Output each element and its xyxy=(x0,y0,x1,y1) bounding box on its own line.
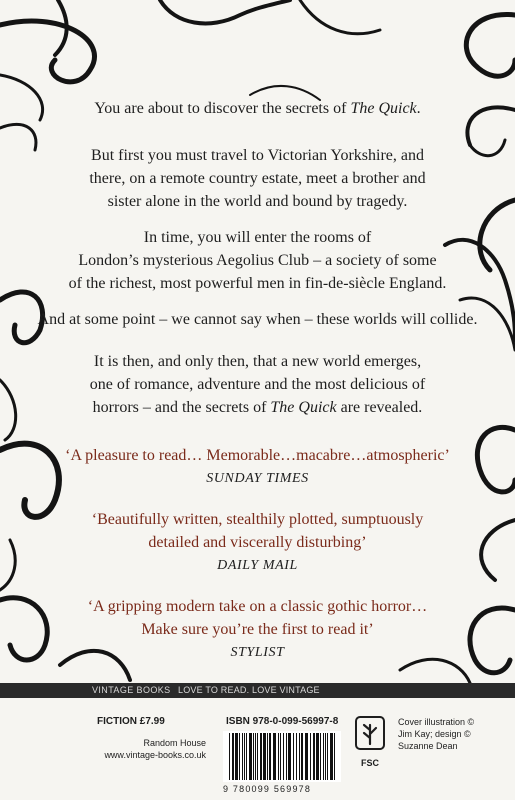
fsc-tree-icon xyxy=(355,716,385,760)
credit-line: Suzanne Dean xyxy=(398,741,458,751)
quote-text: ‘Beautifully written, stealthily plotted, sumptuously xyxy=(91,511,424,528)
blurb-paragraph-3 xyxy=(0,226,515,295)
barcode-bar xyxy=(257,733,258,780)
barcode-bar xyxy=(288,733,291,780)
barcode-bar xyxy=(323,733,324,780)
barcode-bar xyxy=(293,733,294,780)
fsc-label: FSC xyxy=(361,758,379,768)
barcode-digits: 9 780099 569978 xyxy=(223,784,312,794)
barcode-bar xyxy=(280,733,281,780)
barcode-bar xyxy=(310,733,311,780)
barcode-bar xyxy=(301,733,303,780)
barcode-bar xyxy=(255,733,256,780)
quote-source: STYLIST xyxy=(230,645,285,660)
credit-line: Jim Kay; design © xyxy=(398,729,471,739)
quote-text: ‘A pleasure to read… Memorable…macabre…atmospheric’ xyxy=(65,447,450,464)
review-quote-1 xyxy=(0,444,515,490)
blurb-paragraph-5 xyxy=(0,350,515,419)
barcode-bar xyxy=(249,733,252,780)
blurb-line: But first you must travel to Victorian Yorkshire, and xyxy=(91,147,424,164)
swirl-top-center xyxy=(160,0,380,100)
blurb-line: It is then, and only then, that a new world emerges, xyxy=(93,353,422,370)
book-title: The Quick xyxy=(270,399,337,416)
review-quote-3 xyxy=(0,595,515,664)
blurb-line: sister alone in the world and bound by tragedy. xyxy=(107,193,408,210)
barcode-icon xyxy=(223,731,341,782)
blurb-paragraph-2 xyxy=(0,144,515,213)
quote-text: ‘A gripping modern take on a classic gothic horror… xyxy=(87,598,428,615)
barcode-bar xyxy=(260,733,262,780)
blurb-line: one of romance, adventure and the most delicious of xyxy=(89,376,426,393)
barcode-bar xyxy=(316,733,319,780)
blurb-line xyxy=(0,396,515,419)
quote-text: detailed and viscerally disturbing’ xyxy=(148,534,367,551)
blurb-line: And at some point – we cannot say when – these worlds will collide. xyxy=(37,311,478,328)
blurb-paragraph-1 xyxy=(0,97,515,120)
text-span: are revealed. xyxy=(336,399,423,416)
barcode-bar xyxy=(320,733,321,780)
barcode-bar xyxy=(253,733,254,780)
barcode-bar xyxy=(334,733,335,780)
barcode-bar xyxy=(273,733,276,780)
quote-source: SUNDAY TIMES xyxy=(206,471,309,486)
blurb-line: London’s mysterious Aegolius Club – a society of some xyxy=(78,252,437,269)
barcode-bar xyxy=(269,733,271,780)
publisher-name: Random House xyxy=(143,738,206,748)
barcode-bar xyxy=(244,733,245,780)
quote-source: DAILY MAIL xyxy=(217,558,298,573)
barcode-bar xyxy=(286,733,287,780)
swirl-top-right xyxy=(466,15,515,156)
blurb-line: of the richest, most powerful men in fin-de-siècle England. xyxy=(68,275,447,292)
barcode-bar xyxy=(235,733,238,780)
barcode-bar xyxy=(246,733,247,780)
price-label: FICTION £7.99 xyxy=(97,716,165,727)
text-span: . xyxy=(416,100,421,117)
publisher-url: www.vintage-books.co.uk xyxy=(104,750,206,760)
barcode-bar xyxy=(296,733,297,780)
publisher-address xyxy=(78,737,206,761)
cover-credits xyxy=(398,716,474,752)
barcode-bar xyxy=(325,733,326,780)
review-quote-2 xyxy=(0,508,515,577)
blurb-paragraph-4 xyxy=(0,308,515,331)
barcode-bar xyxy=(267,733,268,780)
text-span: You are about to discover the secrets of xyxy=(94,100,351,117)
barcode-bar xyxy=(239,733,240,780)
barcode-bar xyxy=(229,733,230,780)
barcode-bar xyxy=(313,733,315,780)
publisher-band xyxy=(0,683,515,698)
barcode-bar xyxy=(330,733,333,780)
barcode-bar xyxy=(327,733,328,780)
swirl-top-left xyxy=(0,0,94,150)
barcode-bar xyxy=(278,733,279,780)
publisher-tagline: LOVE TO READ. LOVE VINTAGE xyxy=(178,685,320,695)
isbn-label: ISBN 978-0-099-56997-8 xyxy=(226,716,339,727)
barcode-bar xyxy=(263,733,266,780)
quote-text: Make sure you’re the first to read it’ xyxy=(141,621,374,638)
credit-line: Cover illustration © xyxy=(398,717,475,727)
barcode-bar xyxy=(299,733,300,780)
book-title: The Quick xyxy=(350,100,417,117)
barcode-bar xyxy=(305,733,308,780)
publisher-imprint: VINTAGE BOOKS xyxy=(92,685,171,695)
barcode-bar xyxy=(232,733,234,780)
blurb-line: In time, you will enter the rooms of xyxy=(143,229,372,246)
blurb-line xyxy=(0,97,515,120)
barcode-bar xyxy=(242,733,243,780)
blurb-line: there, on a remote country estate, meet a brother and xyxy=(89,170,426,187)
text-span: horrors – and the secrets of xyxy=(92,399,271,416)
barcode-bar xyxy=(283,733,284,780)
